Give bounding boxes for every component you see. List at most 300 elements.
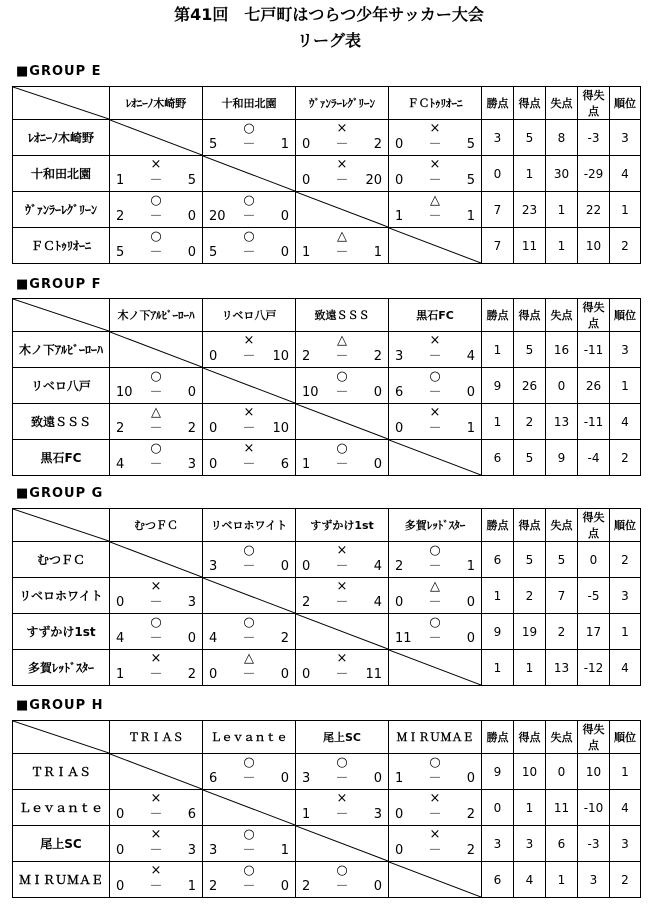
stat-column-header: 得点 (514, 721, 546, 754)
result-mark: × (243, 333, 255, 348)
score-dash: － (428, 559, 442, 574)
goals-for: 0 (395, 595, 404, 610)
match-result (389, 404, 481, 439)
match-result (203, 542, 295, 577)
score-dash: － (335, 771, 349, 786)
score (393, 807, 477, 822)
team-column-header: 十和田北園 (203, 87, 296, 120)
score (393, 385, 477, 400)
stat-column-header: 順位 (610, 509, 641, 542)
score-dash: － (149, 173, 163, 188)
result-mark: ○ (150, 441, 162, 456)
team-row-header: ＴＲＩＡＳ (13, 754, 110, 790)
self-match-cell (389, 440, 482, 476)
result-mark: × (429, 827, 441, 842)
goals-against: 1 (466, 209, 475, 224)
score-dash: － (242, 457, 256, 472)
score-dash: － (149, 385, 163, 400)
self-match-cell (110, 332, 203, 368)
result-mark: ○ (243, 755, 255, 770)
match-result-cell (296, 156, 389, 192)
score-dash: － (149, 807, 163, 822)
result-mark: × (150, 651, 162, 666)
table-row (13, 156, 641, 192)
self-match-cell (203, 156, 296, 192)
goal-difference-cell: 10 (578, 754, 610, 790)
goals-for: 10 (302, 385, 319, 400)
goals-for: 0 (209, 421, 218, 436)
goals-for: 1 (395, 771, 404, 786)
goals-against: 0 (280, 667, 289, 682)
goals-for-cell: 26 (514, 368, 546, 404)
team-column-header: ﾚｵﾆｰﾉ木崎野 (110, 87, 203, 120)
goals-against-cell: 0 (546, 754, 578, 790)
self-match-diagonal-line (389, 440, 481, 475)
match-result-cell (296, 368, 389, 404)
goals-for-cell: 2 (514, 404, 546, 440)
result-mark: × (150, 579, 162, 594)
match-result-cell (110, 156, 203, 192)
goals-for-cell: 3 (514, 826, 546, 862)
table-row (13, 368, 641, 404)
score (114, 631, 198, 646)
team-column-header: 尾上SC (296, 721, 389, 754)
match-result (389, 120, 481, 155)
table-row (13, 754, 641, 790)
score (300, 667, 384, 682)
score (300, 457, 384, 472)
goals-against: 0 (280, 771, 289, 786)
goals-for: 2 (302, 595, 311, 610)
match-result-cell (389, 826, 482, 862)
match-result (203, 826, 295, 861)
match-result (296, 754, 388, 789)
score (207, 245, 291, 260)
result-mark: × (150, 157, 162, 172)
result-mark: △ (337, 229, 347, 244)
team-row-header: ﾚｵﾆｰﾉ木崎野 (13, 120, 110, 156)
result-mark: ○ (336, 441, 348, 456)
goals-for: 0 (116, 843, 125, 858)
goals-for: 1 (302, 245, 311, 260)
table-row (13, 542, 641, 578)
goals-for-cell: 5 (514, 440, 546, 476)
corner-diagonal-line (13, 87, 109, 119)
self-match-cell (203, 368, 296, 404)
score-dash: － (428, 631, 442, 646)
stat-column-header: 失点 (546, 87, 578, 120)
score (114, 173, 198, 188)
result-mark: △ (151, 405, 161, 420)
result-mark: ○ (429, 369, 441, 384)
match-result (203, 404, 295, 439)
goals-against: 5 (466, 137, 475, 152)
goals-against: 3 (187, 595, 196, 610)
match-result (203, 332, 295, 367)
group-label: ■GROUP G (16, 486, 104, 501)
score (393, 843, 477, 858)
score-dash: － (428, 137, 442, 152)
table-row (13, 578, 641, 614)
result-mark: × (243, 441, 255, 456)
score (207, 843, 291, 858)
goals-against: 20 (365, 173, 382, 188)
goals-against: 3 (373, 807, 382, 822)
score-dash: － (242, 879, 256, 894)
score-dash: － (428, 771, 442, 786)
match-result-cell (389, 120, 482, 156)
score (207, 879, 291, 894)
score-dash: － (149, 209, 163, 224)
team-row-header: 木ノ下ｱﾙﾋﾞｰﾛｰﾊ (13, 332, 110, 368)
team-row-header: 致遠ＳＳＳ (13, 404, 110, 440)
self-match-diagonal-line (296, 614, 388, 649)
match-result-cell (203, 862, 296, 898)
score-dash: － (149, 457, 163, 472)
match-result-cell (296, 542, 389, 578)
points-cell: 6 (482, 862, 514, 898)
score-dash: － (428, 807, 442, 822)
points-cell: 7 (482, 228, 514, 264)
score (393, 137, 477, 152)
goals-for: 3 (209, 843, 218, 858)
self-match-diagonal-line (110, 332, 202, 367)
goal-difference-cell: 3 (578, 862, 610, 898)
result-mark: × (429, 405, 441, 420)
stat-column-header: 失点 (546, 299, 578, 332)
self-match-diagonal-line (389, 228, 481, 263)
team-column-header: 多賀ﾚｯﾄﾞｽﾀｰ (389, 509, 482, 542)
goal-difference-cell: -4 (578, 440, 610, 476)
group-label: ■GROUP F (16, 277, 102, 292)
goal-difference-cell: 17 (578, 614, 610, 650)
goals-for: 5 (209, 137, 218, 152)
match-result-cell (203, 826, 296, 862)
goals-against: 11 (365, 667, 382, 682)
score-dash: － (335, 457, 349, 472)
rank-cell: 4 (610, 404, 641, 440)
match-result (296, 228, 388, 263)
match-result (296, 156, 388, 191)
goals-against: 0 (280, 559, 289, 574)
goal-difference-cell: -11 (578, 332, 610, 368)
score (393, 631, 477, 646)
self-match-cell (110, 754, 203, 790)
stat-column-header: 得失点 (578, 509, 610, 542)
team-row-header: Ｌｅｖａｎｔｅ (13, 790, 110, 826)
goals-for: 2 (302, 879, 311, 894)
score (300, 385, 384, 400)
points-cell: 1 (482, 578, 514, 614)
result-mark: △ (430, 193, 440, 208)
match-result-cell (203, 228, 296, 264)
score (114, 667, 198, 682)
score-dash: － (335, 879, 349, 894)
goals-against: 0 (280, 879, 289, 894)
match-result-cell (203, 120, 296, 156)
team-column-header: ＭＩＲＵＭＡＥ (389, 721, 482, 754)
group-label: ■GROUP E (16, 64, 102, 79)
score (393, 559, 477, 574)
match-result-cell (203, 440, 296, 476)
goals-for: 0 (302, 667, 311, 682)
match-result (389, 754, 481, 789)
self-match-cell (110, 542, 203, 578)
goals-for-cell: 5 (514, 332, 546, 368)
match-result (296, 790, 388, 825)
points-cell: 9 (482, 614, 514, 650)
team-row-header: ＭＩＲＵＭＡＥ (13, 862, 110, 898)
goals-for: 0 (395, 137, 404, 152)
result-mark: ○ (429, 755, 441, 770)
goals-for: 0 (302, 137, 311, 152)
match-result-cell (389, 578, 482, 614)
match-result (110, 862, 202, 897)
rank-cell: 3 (610, 332, 641, 368)
match-result-cell (203, 650, 296, 686)
match-result-cell (110, 862, 203, 898)
goal-difference-cell: -10 (578, 790, 610, 826)
table-row (13, 228, 641, 264)
self-match-diagonal-line (389, 862, 481, 897)
goals-for-cell: 23 (514, 192, 546, 228)
table-row (13, 862, 641, 898)
match-result-cell (296, 578, 389, 614)
match-result-cell (296, 862, 389, 898)
goals-for: 1 (395, 209, 404, 224)
result-mark: × (429, 333, 441, 348)
goals-against-cell: 2 (546, 614, 578, 650)
goals-against: 0 (466, 771, 475, 786)
result-mark: ○ (243, 615, 255, 630)
table-row (13, 790, 641, 826)
result-mark: △ (244, 651, 254, 666)
match-result-cell (389, 614, 482, 650)
match-result-cell (110, 404, 203, 440)
self-match-diagonal-line (110, 120, 202, 155)
team-column-header: すずかけ1st (296, 509, 389, 542)
match-result-cell (296, 754, 389, 790)
goals-against: 0 (187, 209, 196, 224)
stat-column-header: 失点 (546, 509, 578, 542)
rank-cell: 1 (610, 754, 641, 790)
goals-for: 4 (209, 631, 218, 646)
goals-for-cell: 5 (514, 120, 546, 156)
score-dash: － (242, 245, 256, 260)
match-result (110, 156, 202, 191)
goals-against: 10 (272, 349, 289, 364)
score (207, 559, 291, 574)
score-dash: － (149, 245, 163, 260)
score-dash: － (335, 137, 349, 152)
score (393, 173, 477, 188)
goals-against: 1 (466, 421, 475, 436)
points-cell: 1 (482, 650, 514, 686)
goals-against: 6 (280, 457, 289, 472)
score-dash: － (149, 879, 163, 894)
score (300, 349, 384, 364)
table-row (13, 440, 641, 476)
match-result-cell (203, 332, 296, 368)
team-column-header: むつＦＣ (110, 509, 203, 542)
match-result (296, 862, 388, 897)
goals-for: 5 (209, 245, 218, 260)
score (207, 137, 291, 152)
team-row-header: 尾上SC (13, 826, 110, 862)
score-dash: － (428, 209, 442, 224)
score-dash: － (335, 349, 349, 364)
score-dash: － (242, 771, 256, 786)
goals-against: 1 (187, 879, 196, 894)
points-cell: 1 (482, 332, 514, 368)
table-row (13, 120, 641, 156)
score-dash: － (335, 385, 349, 400)
match-result (296, 650, 388, 685)
match-result (203, 120, 295, 155)
goals-against: 0 (373, 771, 382, 786)
league-table (12, 508, 641, 686)
goals-for: 0 (209, 667, 218, 682)
goals-against: 0 (187, 245, 196, 260)
score (114, 209, 198, 224)
corner-cell (13, 721, 110, 754)
team-column-header: 致遠ＳＳＳ (296, 299, 389, 332)
self-match-cell (110, 120, 203, 156)
result-mark: × (336, 579, 348, 594)
goals-against: 0 (280, 209, 289, 224)
goals-against: 0 (466, 595, 475, 610)
score (114, 385, 198, 400)
rank-cell: 2 (610, 440, 641, 476)
goal-difference-cell: 0 (578, 542, 610, 578)
goals-against-cell: 9 (546, 440, 578, 476)
goal-difference-cell: 26 (578, 368, 610, 404)
goals-against: 2 (187, 421, 196, 436)
rank-cell: 2 (610, 862, 641, 898)
score (393, 595, 477, 610)
score-dash: － (428, 349, 442, 364)
goals-for-cell: 1 (514, 156, 546, 192)
rank-cell: 1 (610, 192, 641, 228)
result-mark: × (243, 405, 255, 420)
goal-difference-cell: 22 (578, 192, 610, 228)
goals-for: 10 (116, 385, 133, 400)
score (300, 807, 384, 822)
goals-against: 4 (466, 349, 475, 364)
score (207, 209, 291, 224)
header-row (13, 509, 641, 542)
goals-against-cell: 1 (546, 228, 578, 264)
match-result (110, 790, 202, 825)
stat-column-header: 得点 (514, 509, 546, 542)
self-match-cell (389, 650, 482, 686)
score-dash: － (242, 209, 256, 224)
match-result (389, 542, 481, 577)
self-match-cell (296, 192, 389, 228)
goals-for: 3 (395, 349, 404, 364)
goals-against: 6 (187, 807, 196, 822)
goal-difference-cell: -12 (578, 650, 610, 686)
goals-against: 1 (280, 137, 289, 152)
score-dash: － (242, 137, 256, 152)
self-match-cell (203, 578, 296, 614)
match-result-cell (203, 754, 296, 790)
self-match-diagonal-line (110, 754, 202, 789)
stat-column-header: 得点 (514, 299, 546, 332)
result-mark: ○ (429, 543, 441, 558)
result-mark: × (336, 157, 348, 172)
match-result (389, 368, 481, 403)
result-mark: ○ (336, 369, 348, 384)
score (114, 843, 198, 858)
table-row (13, 332, 641, 368)
goals-against: 0 (187, 631, 196, 646)
goals-for: 0 (116, 879, 125, 894)
score-dash: － (428, 595, 442, 610)
match-result (296, 120, 388, 155)
match-result (389, 578, 481, 613)
stat-column-header: 順位 (610, 299, 641, 332)
match-result (203, 614, 295, 649)
goals-against: 2 (373, 349, 382, 364)
result-mark: ○ (150, 369, 162, 384)
team-row-header: むつＦＣ (13, 542, 110, 578)
score-dash: － (428, 173, 442, 188)
points-cell: 9 (482, 754, 514, 790)
match-result-cell (296, 228, 389, 264)
score (207, 771, 291, 786)
self-match-cell (296, 614, 389, 650)
match-result (110, 826, 202, 861)
goals-for-cell: 10 (514, 754, 546, 790)
match-result (296, 368, 388, 403)
goals-against-cell: 1 (546, 192, 578, 228)
header-row (13, 299, 641, 332)
result-mark: ○ (150, 193, 162, 208)
match-result (389, 614, 481, 649)
self-match-diagonal-line (203, 368, 295, 403)
score (300, 245, 384, 260)
rank-cell: 4 (610, 650, 641, 686)
match-result-cell (389, 368, 482, 404)
table-row (13, 192, 641, 228)
corner-cell (13, 299, 110, 332)
goal-difference-cell: -5 (578, 578, 610, 614)
result-mark: ○ (243, 827, 255, 842)
goals-for: 2 (302, 349, 311, 364)
score-dash: － (149, 421, 163, 436)
rank-cell: 3 (610, 826, 641, 862)
match-result-cell (389, 156, 482, 192)
goals-for: 0 (395, 173, 404, 188)
goals-against: 2 (280, 631, 289, 646)
match-result-cell (296, 440, 389, 476)
match-result (296, 332, 388, 367)
score (300, 137, 384, 152)
match-result-cell (110, 192, 203, 228)
self-match-diagonal-line (296, 192, 388, 227)
goals-for-cell: 19 (514, 614, 546, 650)
score (393, 771, 477, 786)
result-mark: ○ (243, 229, 255, 244)
goals-for-cell: 4 (514, 862, 546, 898)
team-column-header: 木ノ下ｱﾙﾋﾞｰﾛｰﾊ (110, 299, 203, 332)
goals-for: 6 (209, 771, 218, 786)
team-column-header: ＦＣﾄｩﾘｵｰﾆ (389, 87, 482, 120)
team-row-header: すずかけ1st (13, 614, 110, 650)
header-row (13, 721, 641, 754)
self-match-diagonal-line (203, 156, 295, 191)
